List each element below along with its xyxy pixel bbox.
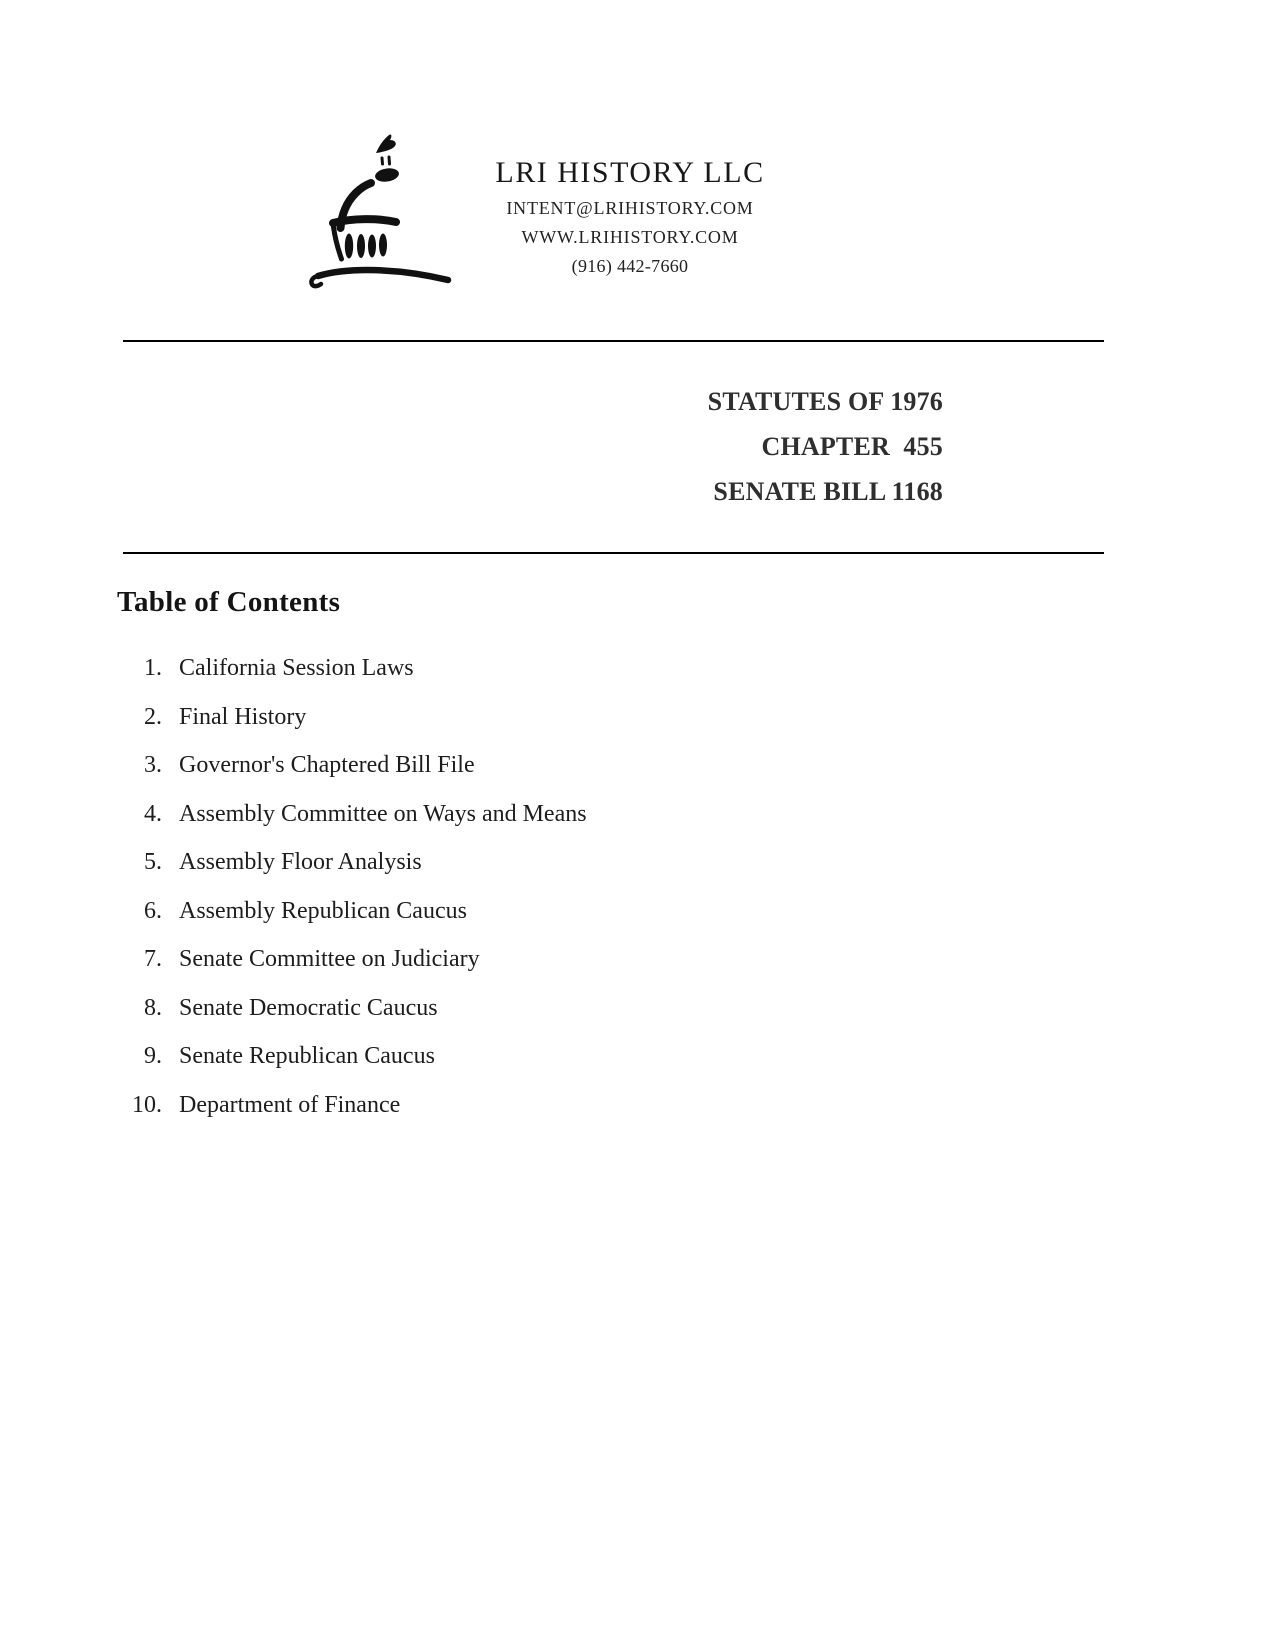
company-website: WWW.LRIHISTORY.COM: [521, 227, 739, 247]
toc-item: [100, 846, 587, 895]
toc-item: [100, 895, 587, 944]
toc-item-number: 6.: [144, 897, 162, 924]
statutes-year-line: STATUTES OF 1976: [707, 387, 943, 416]
company-name: LRI HISTORY LLC: [495, 156, 765, 189]
toc-item: [100, 992, 587, 1041]
toc-item: [100, 798, 587, 847]
toc-item-number: 2.: [144, 703, 162, 730]
toc-item-label: Final History: [179, 703, 307, 730]
horizontal-rule-top: [123, 340, 1104, 342]
toc-item-number: 7.: [144, 946, 162, 972]
toc-item-number: 3.: [144, 752, 162, 778]
capitol-dome-icon: [303, 130, 453, 290]
toc-heading: Table of Contents: [117, 586, 341, 618]
toc-item-number: 1.: [144, 655, 162, 681]
toc-item-number: 5.: [144, 849, 162, 875]
toc-item: [100, 1040, 587, 1089]
toc-item-number: 10.: [132, 1091, 162, 1118]
letterhead-contact-block: [452, 152, 808, 281]
toc-item-label: Department of Finance: [179, 1091, 401, 1118]
toc-item: [100, 701, 587, 750]
toc-item-label: Senate Committee on Judiciary: [179, 946, 480, 972]
capitol-dome-logo: [303, 130, 453, 290]
company-email: INTENT@LRIHISTORY.COM: [506, 198, 754, 218]
toc-item-number: 4.: [144, 800, 162, 827]
toc-item-label: Assembly Committee on Ways and Means: [179, 800, 587, 827]
toc-item: [100, 943, 587, 992]
toc-list: [100, 652, 587, 1137]
company-phone: (916) 442-7660: [571, 256, 689, 276]
toc-item-label: Senate Republican Caucus: [179, 1043, 435, 1069]
toc-item-label: Senate Democratic Caucus: [179, 994, 438, 1021]
horizontal-rule-bottom: [123, 552, 1104, 554]
chapter-number-line: CHAPTER 455: [761, 432, 943, 461]
toc-item: [100, 1089, 587, 1138]
toc-item: [100, 749, 587, 798]
senate-bill-line: SENATE BILL 1168: [713, 477, 943, 506]
toc-item-label: Assembly Floor Analysis: [179, 849, 422, 875]
toc-item-label: Governor's Chaptered Bill File: [179, 752, 475, 778]
case-identification-block: [123, 379, 943, 514]
toc-item-label: California Session Laws: [179, 655, 414, 681]
toc-item-number: 8.: [144, 994, 162, 1021]
toc-item: [100, 652, 587, 701]
toc-item-number: 9.: [144, 1043, 162, 1069]
toc-item-label: Assembly Republican Caucus: [179, 897, 467, 924]
